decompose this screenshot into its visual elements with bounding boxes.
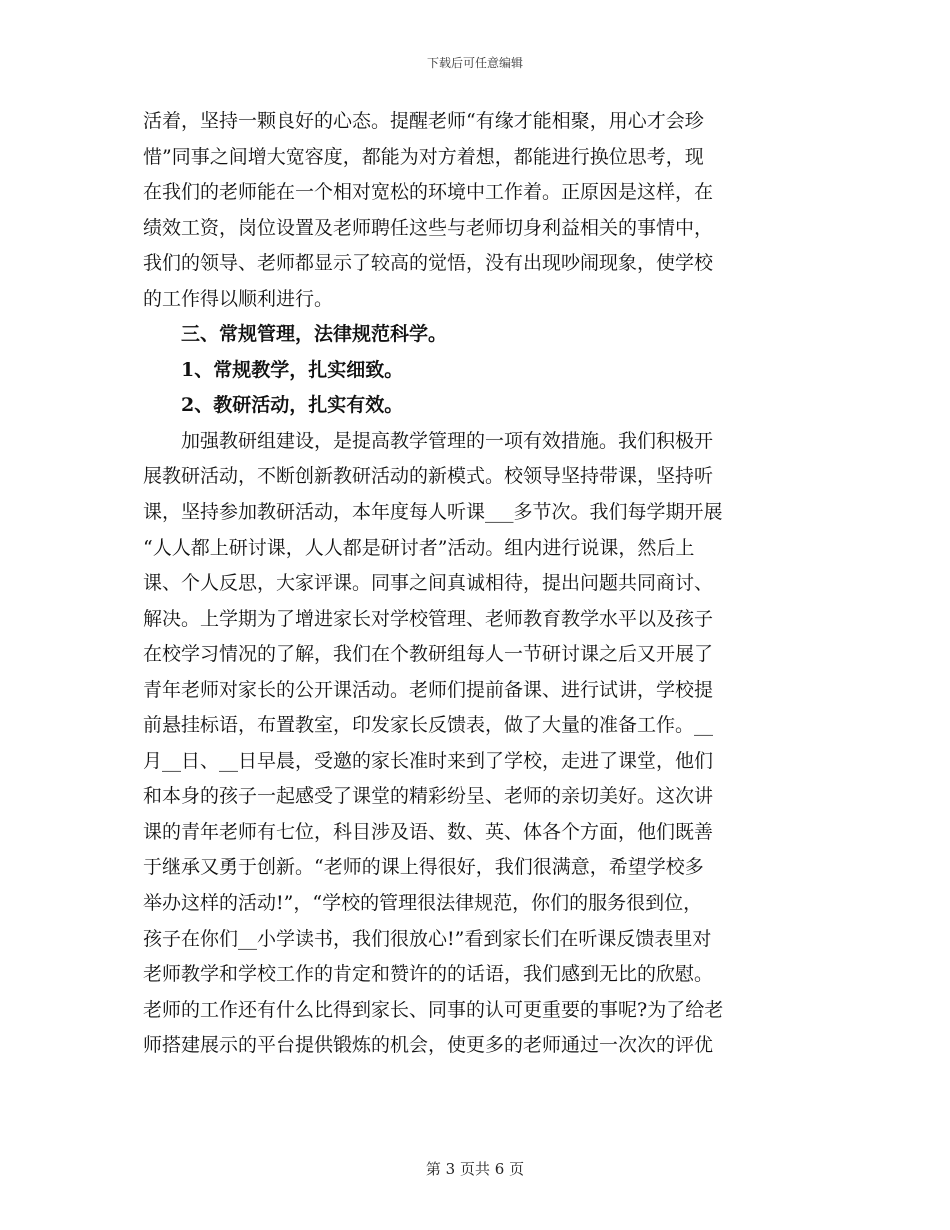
text-line: 孩子在你们__小学读书，我们很放心!”看到家长们在听课反馈表里对 [143, 927, 712, 950]
text-line: 我们的领导、老师都显示了较高的觉悟，没有出现吵闹现象，使学校 [143, 252, 714, 275]
text-line: 解决。上学期为了增进家长对学校管理、老师教育教学水平以及孩子 [143, 607, 714, 630]
text-line: 和本身的孩子一起感受了课堂的精彩纷呈、老师的亲切美好。这次讲 [143, 785, 714, 808]
document-body [143, 104, 807, 1064]
text-line: 课的青年老师有七位，科目涉及语、数、英、体各个方面，他们既善 [143, 820, 714, 843]
subsection-heading: 2、教研活动，扎实有效。 [143, 394, 404, 417]
text-line: 惜”同事之间增大宽容度，都能为对方着想，都能进行换位思考，现 [143, 145, 704, 168]
text-line: 在校学习情况的了解，我们在个教研组每人一节研讨课之后又开展了 [143, 643, 714, 666]
text-line: 老师的工作还有什么比得到家长、同事的认可更重要的事呢?为了给老 [143, 998, 724, 1021]
subsection-heading: 1、常规教学，扎实细致。 [143, 358, 404, 381]
text-line: 师搭建展示的平台提供锻炼的机会，使更多的老师通过一次次的评优 [143, 1034, 714, 1057]
text-line: 展教研活动，不断创新教研活动的新模式。校领导坚持带课，坚持听 [143, 465, 714, 488]
text-line: 举办这样的活动!”，“学校的管理很法律规范，你们的服务很到位， [143, 892, 703, 915]
text-line: 绩效工资，岗位设置及老师聘任这些与老师切身利益相关的事情中， [143, 216, 714, 239]
text-line: 于继承又勇于创新。“老师的课上得很好，我们很满意，希望学校多 [143, 856, 704, 879]
text-line: 月__日、__日早晨，受邀的家长准时来到了学校，走进了课堂，他们 [143, 749, 714, 772]
text-line: 青年老师对家长的公开课活动。老师们提前备课、进行试讲，学校提 [143, 678, 714, 701]
text-line: 老师教学和学校工作的肯定和赞许的的话语，我们感到无比的欣慰。 [143, 963, 714, 986]
page-header: 下载后可任意编辑 [426, 56, 523, 70]
section-heading: 三、常规管理，法律规范科学。 [143, 323, 448, 346]
text-line: 在我们的老师能在一个相对宽松的环境中工作着。正原因是这样，在 [143, 181, 714, 204]
text-line: 课、个人反思，大家评课。同事之间真诚相待，提出问题共同商讨、 [143, 572, 714, 595]
text-line: 加强教研组建设，是提高教学管理的一项有效措施。我们积极开 [143, 429, 714, 452]
text-line: 课，坚持参加教研活动，本年度每人听课___多节次。我们每学期开展 [143, 501, 723, 524]
text-line: 前悬挂标语，布置教室，印发家长反馈表，做了大量的准备工作。__ [143, 714, 714, 737]
text-line: 活着，坚持一颗良好的心态。提醒老师“有缘才能相聚，用心才会珍 [143, 110, 704, 132]
text-line: 的工作得以顺利进行。 [143, 287, 334, 310]
text-line: “人人都上研讨课，人人都是研讨者”活动。组内进行说课，然后上 [143, 536, 695, 559]
page-number: 第 3 页共 6 页 [425, 1160, 525, 1178]
